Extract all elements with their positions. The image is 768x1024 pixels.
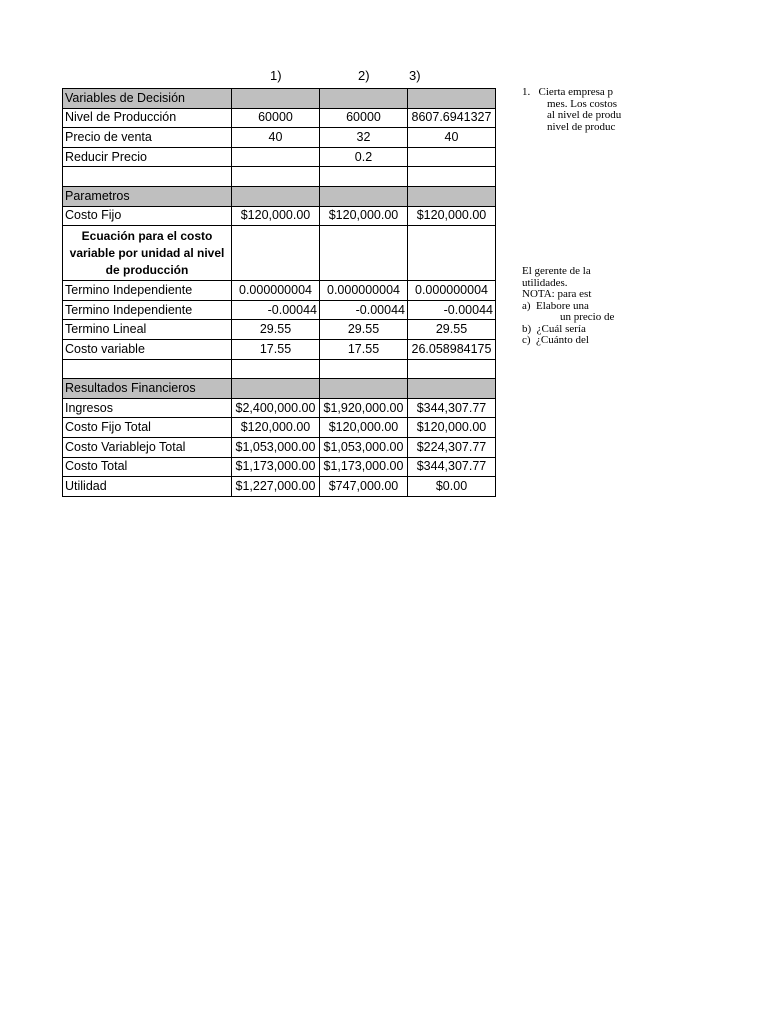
cell[interactable] (408, 379, 496, 399)
table-row (63, 418, 496, 438)
empty-row (63, 167, 496, 187)
cell[interactable] (320, 167, 408, 187)
cell-label[interactable]: Ingresos (63, 398, 232, 418)
cell[interactable] (63, 359, 232, 379)
cell-section-title[interactable]: Resultados Financieros (63, 379, 232, 399)
cell-value[interactable]: -0.00044 (232, 300, 320, 320)
cell[interactable] (63, 167, 232, 187)
section-header-row (63, 186, 496, 206)
cell[interactable] (232, 167, 320, 187)
table-row (63, 147, 496, 167)
text-line: El gerente de la (522, 266, 591, 277)
cell-value[interactable]: 26.058984175 (408, 339, 496, 359)
problem-statement-text (522, 87, 632, 133)
cell-value[interactable]: $344,307.77 (408, 398, 496, 418)
cell-value[interactable]: 17.55 (320, 339, 408, 359)
cell-value[interactable]: 29.55 (232, 320, 320, 340)
text-line: nivel de produc (547, 120, 616, 133)
table-row (63, 128, 496, 148)
cell-value[interactable]: $120,000.00 (408, 418, 496, 438)
cell-value[interactable]: $1,053,000.00 (232, 437, 320, 457)
list-marker: b) (522, 322, 532, 335)
cell-value[interactable]: 0.2 (320, 147, 408, 167)
cell-value[interactable]: $1,920,000.00 (320, 398, 408, 418)
cell-section-title[interactable]: Parametros (63, 186, 232, 206)
cell-label[interactable]: Reducir Precio (63, 147, 232, 167)
text-line: mes. Los costos (547, 97, 617, 110)
cell-value[interactable]: 29.55 (320, 320, 408, 340)
cell[interactable] (408, 89, 496, 109)
cell-value[interactable]: $120,000.00 (320, 206, 408, 226)
cell[interactable] (408, 186, 496, 206)
cell-value[interactable]: 32 (320, 128, 408, 148)
cell-value[interactable]: $2,400,000.00 (232, 398, 320, 418)
cell[interactable] (320, 89, 408, 109)
spreadsheet-table (62, 88, 496, 497)
cell-value[interactable]: $1,227,000.00 (232, 477, 320, 497)
table-row (63, 206, 496, 226)
cell[interactable] (408, 359, 496, 379)
manager-note-text (522, 266, 632, 347)
cell[interactable] (232, 186, 320, 206)
problem-number: 1. (522, 87, 531, 98)
cell-value[interactable]: $0.00 (408, 477, 496, 497)
text-line: NOTA: para est (522, 288, 592, 300)
cell-value[interactable]: 40 (408, 128, 496, 148)
list-item (522, 335, 632, 347)
table-row (63, 437, 496, 457)
cell[interactable] (232, 359, 320, 379)
cell-value[interactable]: 0.000000004 (232, 281, 320, 301)
cell-label[interactable]: Termino Independiente (63, 300, 232, 320)
cell-value[interactable]: $120,000.00 (320, 418, 408, 438)
text-line: al nivel de produ (547, 109, 622, 121)
text-line (522, 87, 632, 99)
cell[interactable] (320, 186, 408, 206)
cell-value[interactable] (232, 147, 320, 167)
cell-value[interactable] (408, 147, 496, 167)
cell[interactable] (408, 226, 496, 281)
cell-value[interactable]: $1,053,000.00 (320, 437, 408, 457)
cell-value[interactable]: 8607.6941327 (408, 108, 496, 128)
list-marker: a) (522, 299, 531, 312)
cell-value[interactable]: 17.55 (232, 339, 320, 359)
list-text: Elabore una (536, 299, 589, 312)
cell-value[interactable]: $1,173,000.00 (232, 457, 320, 477)
cell-value[interactable]: 0.000000004 (408, 281, 496, 301)
table-row (63, 339, 496, 359)
section-header-row (63, 89, 496, 109)
column-header-2: 2) (358, 68, 370, 83)
cell-label[interactable]: Precio de venta (63, 128, 232, 148)
cell-value[interactable]: 29.55 (408, 320, 496, 340)
table-row (63, 457, 496, 477)
cell[interactable] (320, 379, 408, 399)
cell-value[interactable]: 0.000000004 (320, 281, 408, 301)
table-row (63, 108, 496, 128)
list-text: ¿Cuál sería (536, 322, 586, 335)
cell-value[interactable]: $344,307.77 (408, 457, 496, 477)
cell[interactable] (232, 89, 320, 109)
cell-label[interactable]: Costo Variablejo Total (63, 437, 232, 457)
list-marker: c) (522, 334, 531, 346)
table-row (63, 398, 496, 418)
text-line: utilidades. (522, 276, 568, 289)
column-header-1: 1) (270, 68, 282, 83)
cell-value[interactable]: 60000 (320, 108, 408, 128)
table-row (63, 281, 496, 301)
cell-value[interactable]: -0.00044 (320, 300, 408, 320)
cell-label[interactable]: Costo Total (63, 457, 232, 477)
cell[interactable] (320, 226, 408, 281)
cell[interactable] (232, 226, 320, 281)
list-text: ¿Cuánto del (536, 334, 589, 346)
cell-value[interactable]: $224,307.77 (408, 437, 496, 457)
cell[interactable] (320, 359, 408, 379)
text-line: un precio de (560, 311, 615, 323)
table-row (63, 320, 496, 340)
cell-value[interactable]: -0.00044 (408, 300, 496, 320)
cell-label[interactable]: Termino Independiente (63, 281, 232, 301)
cell-value[interactable]: $120,000.00 (408, 206, 496, 226)
cell-value[interactable]: $1,173,000.00 (320, 457, 408, 477)
cell-section-title[interactable]: Variables de Decisión (63, 89, 232, 109)
cell-value[interactable]: 40 (232, 128, 320, 148)
cell-value[interactable]: 60000 (232, 108, 320, 128)
empty-row (63, 359, 496, 379)
equation-header-row (63, 226, 496, 281)
cell-value[interactable]: $120,000.00 (232, 418, 320, 438)
cell-equation-title[interactable]: Ecuación para el costo variable por unidad al nivel de producción (63, 226, 232, 281)
table-row (63, 300, 496, 320)
text-fragment: Cierta empresa p (538, 87, 614, 98)
cell-label[interactable]: Nivel de Producción (63, 108, 232, 128)
cell-value[interactable]: $747,000.00 (320, 477, 408, 497)
cell-label[interactable]: Termino Lineal (63, 320, 232, 340)
cell-label[interactable]: Costo variable (63, 339, 232, 359)
cell-label[interactable]: Costo Fijo Total (63, 418, 232, 438)
column-header-3: 3) (409, 68, 421, 83)
cell-label[interactable]: Utilidad (63, 477, 232, 497)
cell[interactable] (408, 167, 496, 187)
cell[interactable] (232, 379, 320, 399)
section-header-row (63, 379, 496, 399)
table-row (63, 477, 496, 497)
cell-label[interactable]: Costo Fijo (63, 206, 232, 226)
cell-value[interactable]: $120,000.00 (232, 206, 320, 226)
